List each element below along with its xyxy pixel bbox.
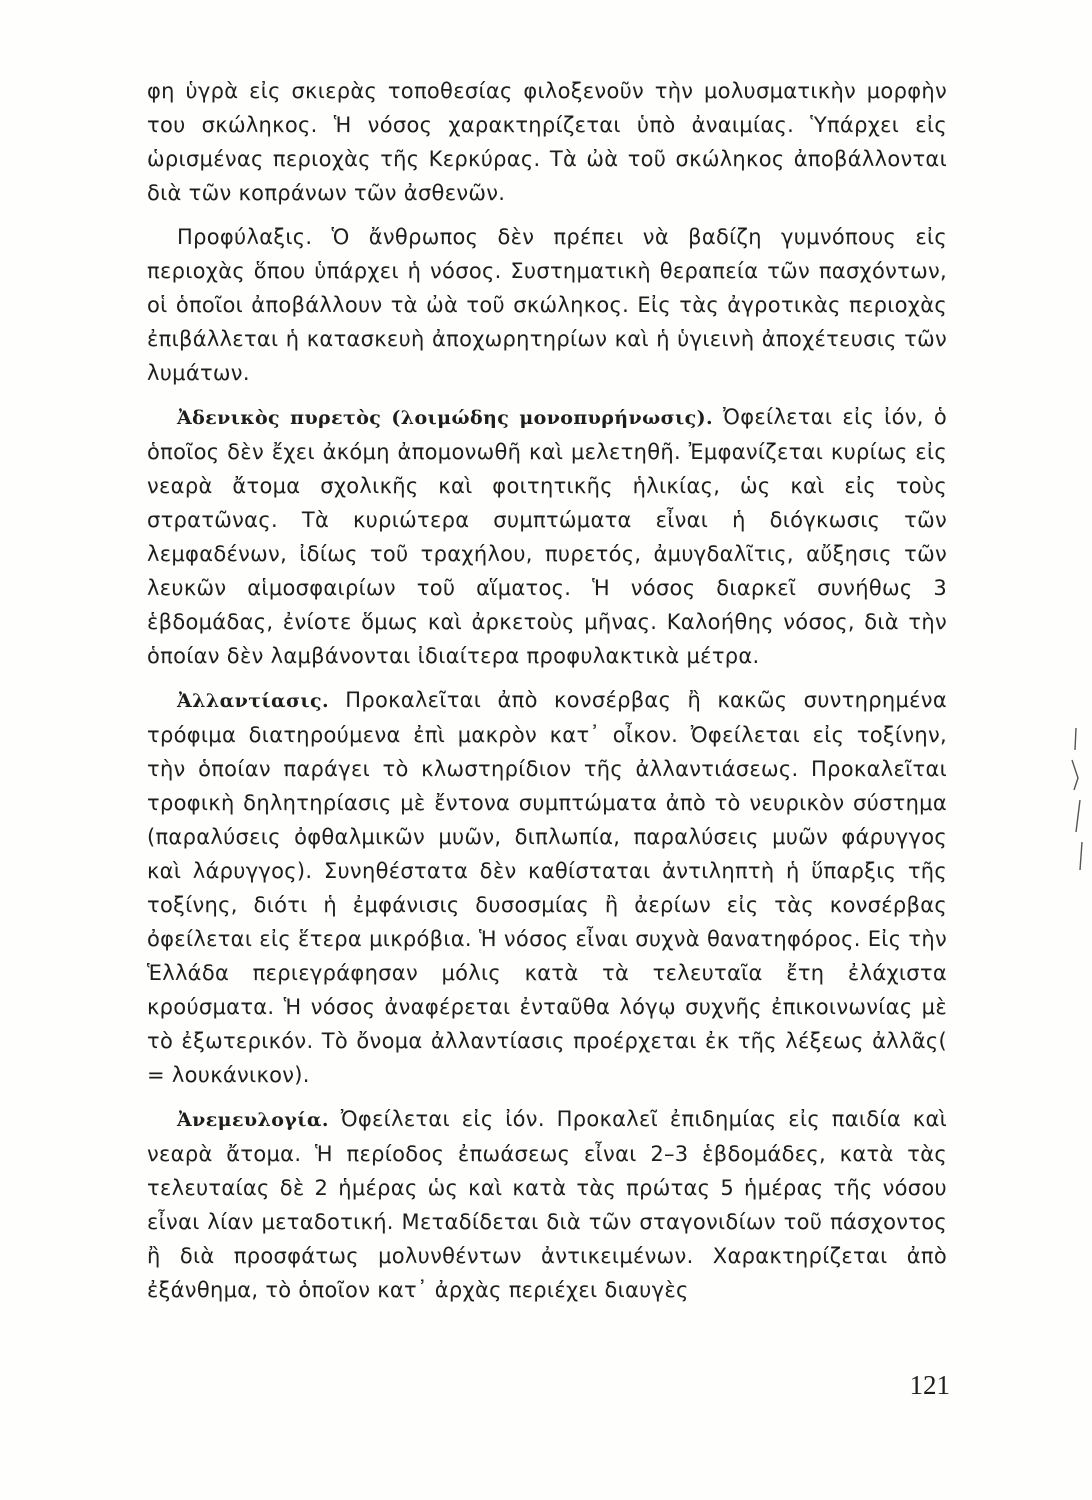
paragraph-body: Προφύλαξις. Ὁ ἄνθρωπος δὲν πρέπει νὰ βαδίζη γυμνόπους εἰς περιοχὰς ὅπου ὑπάρχει ἡ νόσος. Συστηματικὴ θεραπεία τῶν πασχόντων, οἱ ὁποῖοι ἀποβάλλουν τὰ ὠὰ τοῦ σκώληκος. Εἰς τὰς ἀγροτικὰς περιοχὰς ἐπιβάλλεται ἡ κατασκευὴ ἀποχωρητηρίων καὶ ἡ ὑγιεινὴ ἀποχέτευσις τῶν λυμάτων.: [147, 225, 947, 385]
paragraph-chickenpox: [147, 1102, 947, 1307]
paragraph-body: Ὀφείλεται εἰς ἰόν. Προκαλεῖ ἐπιδημίας εἰς παιδία καὶ νεαρὰ ἄτομα. Ἡ περίοδος ἐπωάσεως εἶναι 2–3 ἑβδομάδες, κατὰ τὰς τελευταίας δὲ 2 ἡμέρας ὡς καὶ κατὰ τὰς πρώτας 5 ἡμέρας τῆς νόσου εἶναι λίαν μεταδοτική. Μεταδίδεται διὰ τῶν σταγονιδίων τοῦ πάσχοντος ἢ διὰ προσφάτως μολυνθέντων ἀντικειμένων. Χαρακτηρίζεται ἀπὸ ἐξάνθημα, τὸ ὁποῖον κατ᾽ ἀρχὰς περιέχει διαυγὲς: [147, 1107, 947, 1302]
entry-heading: Ἀλλαντίασις.: [177, 690, 329, 712]
page-text: [147, 74, 947, 1317]
paragraph-continuation: [147, 74, 947, 210]
page-number: 121: [909, 1370, 950, 1400]
paragraph-body: Προκαλεῖται ἀπὸ κονσέρβας ἢ κακῶς συντηρημένα τρόφιμα διατηρούμενα ἐπὶ μακρὸν κατ᾽ οἶκον. Ὀφείλεται εἰς τοξίνην, τὴν ὁποίαν παράγει τὸ κλωστηρίδιον τῆς ἀλλαντιάσεως. Προκαλεῖται τροφικὴ δηλητηρίασις μὲ ἔντονα συμπτώματα ἀπὸ τὸ νευρικὸν σύστημα (παραλύσεις ὀφθαλμικῶν μυῶν, διπλωπία, παραλύσεις μυῶν φάρυγγος καὶ λάρυγγος). Συνηθέστατα δὲν καθίσταται ἀντιληπτὴ ἡ ὕπαρξις τῆς τοξίνης, διότι ἡ ἐμφάνισις δυσοσμίας ἢ ἀερίων εἰς τὰς κονσέρβας ὀφείλεται εἰς ἕτερα μικρόβια. Ἡ νόσος εἶναι συχνὰ θανατηφόρος. Εἰς τὴν Ἑλλάδα περιεγράφησαν μόλις κατὰ τὰ τελευταῖα ἔτη ἐλάχιστα κρούσματα. Ἡ νόσος ἀναφέρεται ἐνταῦθα λόγῳ συχνῆς ἐπικοινωνίας μὲ τὸ ἐξωτερικόν. Τὸ ὄνομα ἀλλαντίασις προέρχεται ἐκ τῆς λέξεως ἀλλᾶς( = λουκάνικον).: [147, 688, 947, 1087]
entry-heading: Ἀνεμευλογία.: [177, 1109, 329, 1131]
margin-pencil-marks: [1062, 720, 1088, 880]
paragraph-body: Ὀφείλεται εἰς ἰόν, ὁ ὁποῖος δὲν ἔχει ἀκόμη ἀπομονωθῆ καὶ μελετηθῆ. Ἐμφανίζεται κυρίως εἰς νεαρὰ ἄτομα σχολικῆς καὶ φοιτητικῆς ἡλικίας, ὡς καὶ εἰς τοὺς στρατῶνας. Τὰ κυριώτερα συμπτώματα εἶναι ἡ διόγκωσις τῶν λεμφαδένων, ἰδίως τοῦ τραχήλου, πυρετός, ἀμυγδαλῖτις, αὔξησις τῶν λευκῶν αἱμοσφαιρίων τοῦ αἵματος. Ἡ νόσος διαρκεῖ συνήθως 3 ἑβδομάδας, ἐνίοτε ὅμως καὶ ἀρκετοὺς μῆνας. Καλοήθης νόσος, διὰ τὴν ὁποίαν δὲν λαμβάνονται ἰδιαίτερα προφυλακτικὰ μέτρα.: [147, 405, 947, 668]
paragraph-prophylaxis: [147, 220, 947, 390]
entry-heading: Ἀδενικὸς πυρετὸς (λοιμώδης μονοπυρήνωσις).: [177, 407, 713, 429]
paragraph-glandular-fever: [147, 400, 947, 673]
paragraph-botulism: [147, 683, 947, 1092]
paragraph-body: φη ὑγρὰ εἰς σκιερὰς τοποθεσίας φιλοξενοῦν τὴν μολυσματικὴν μορφὴν του σκώληκος. Ἡ νόσος χαρακτηρίζεται ὑπὸ ἀναιμίας. Ὑπάρχει εἰς ὡρισμένας περιοχὰς τῆς Κερκύρας. Τὰ ὠὰ τοῦ σκώληκος ἀποβάλλονται διὰ τῶν κοπράνων τῶν ἀσθενῶν.: [147, 79, 947, 205]
